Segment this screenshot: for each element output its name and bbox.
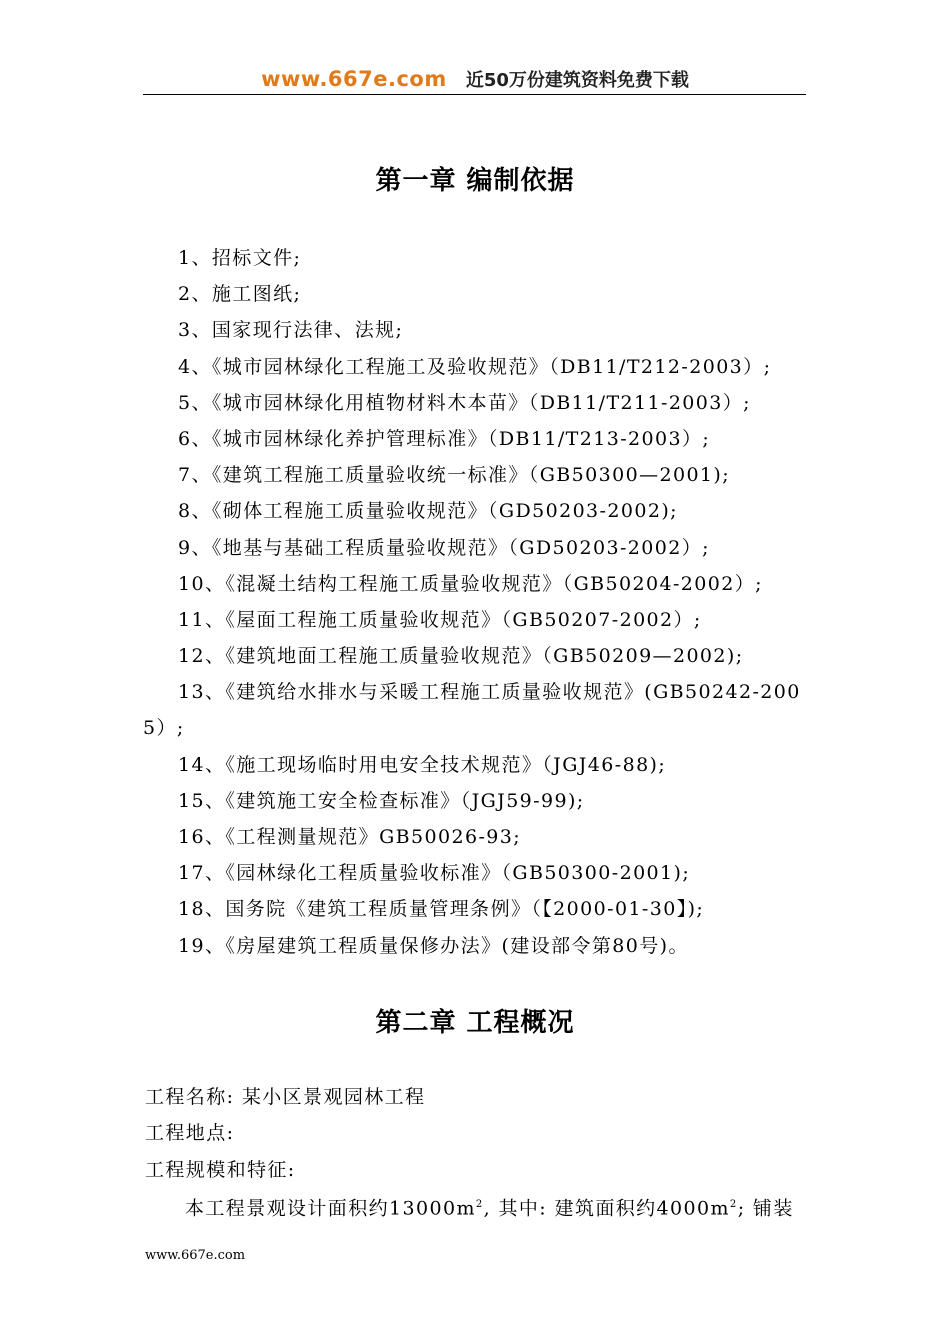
list-item: 17、《园林绿化工程质量验收标准》（GB50300-2001); (178, 862, 691, 885)
list-item: 1、招标文件; (178, 247, 302, 269)
list-item: 2、施工图纸; (178, 283, 302, 306)
para-sup-2: 2 (729, 1199, 738, 1210)
para-text-2: , 其中: 建筑面积约4000m (483, 1197, 730, 1220)
list-item: 5、《城市园林绿化用植物材料木本苗》（DB11/T211-2003）; (178, 391, 751, 414)
header-slogan: 近50万份建筑资料免费下载 (465, 70, 689, 91)
basis-list (0, 240, 950, 964)
para-text-1: 本工程景观设计面积约13000m (185, 1197, 476, 1220)
list-item: 10、《混凝土结构工程施工质量验收规范》（GB50204-2002）; (178, 572, 763, 595)
list-item: 3、国家现行法律、法规; (178, 319, 404, 342)
chapter1-title: 第一章 编制依据 (375, 166, 575, 196)
footer-url[interactable]: www.667e.com (145, 1248, 246, 1263)
list-item: 8、《砌体工程施工质量验收规范》（GD50203-2002); (178, 500, 678, 523)
list-item: 15、《建筑施工安全检查标准》（JGJ59-99); (178, 789, 585, 812)
chapter2-title: 第二章 工程概况 (375, 1008, 575, 1038)
header-divider (143, 94, 806, 95)
list-item (0, 674, 810, 746)
page-header (0, 66, 950, 92)
list-item-line2: 5）; (143, 717, 185, 740)
list-item: 12、《建筑地面工程施工质量验收规范》（GB50209—2002); (178, 645, 744, 668)
header-url[interactable]: www.667e.com (261, 67, 447, 91)
para-sup-1: 2 (475, 1199, 484, 1210)
list-item: 7、《建筑工程施工质量验收统一标准》（GB50300—2001); (178, 464, 731, 487)
para-text-3: ; 铺装 (737, 1197, 794, 1220)
list-item: 18、国务院《建筑工程质量管理条例》（【2000-01-30】); (178, 898, 705, 921)
list-item: 6、《城市园林绿化养护管理标准》（DB11/T213-2003）; (178, 427, 711, 450)
list-item: 9、《地基与基础工程质量验收规范》（GD50203-2002）; (178, 536, 710, 559)
project-description-paragraph (185, 1190, 794, 1223)
project-scale-line: 工程规模和特征: (145, 1159, 296, 1181)
list-item: 16、《工程测量规范》GB50026-93; (178, 826, 522, 849)
list-item: 11、《屋面工程施工质量验收规范》（GB50207-2002）; (178, 608, 702, 631)
list-item: 14、《施工现场临时用电安全技术规范》（JGJ46-88); (178, 753, 667, 776)
list-item: 4、《城市园林绿化工程施工及验收规范》（DB11/T212-2003）; (178, 355, 772, 378)
project-location-line: 工程地点: (145, 1122, 235, 1144)
list-item-line1: 13、《建筑给水排水与采暖工程施工质量验收规范》(GB50242-200 (178, 681, 801, 704)
project-name-line: 工程名称: 某小区景观园林工程 (145, 1086, 426, 1108)
list-item: 19、《房屋建筑工程质量保修办法》(建设部令第80号)。 (178, 934, 689, 957)
